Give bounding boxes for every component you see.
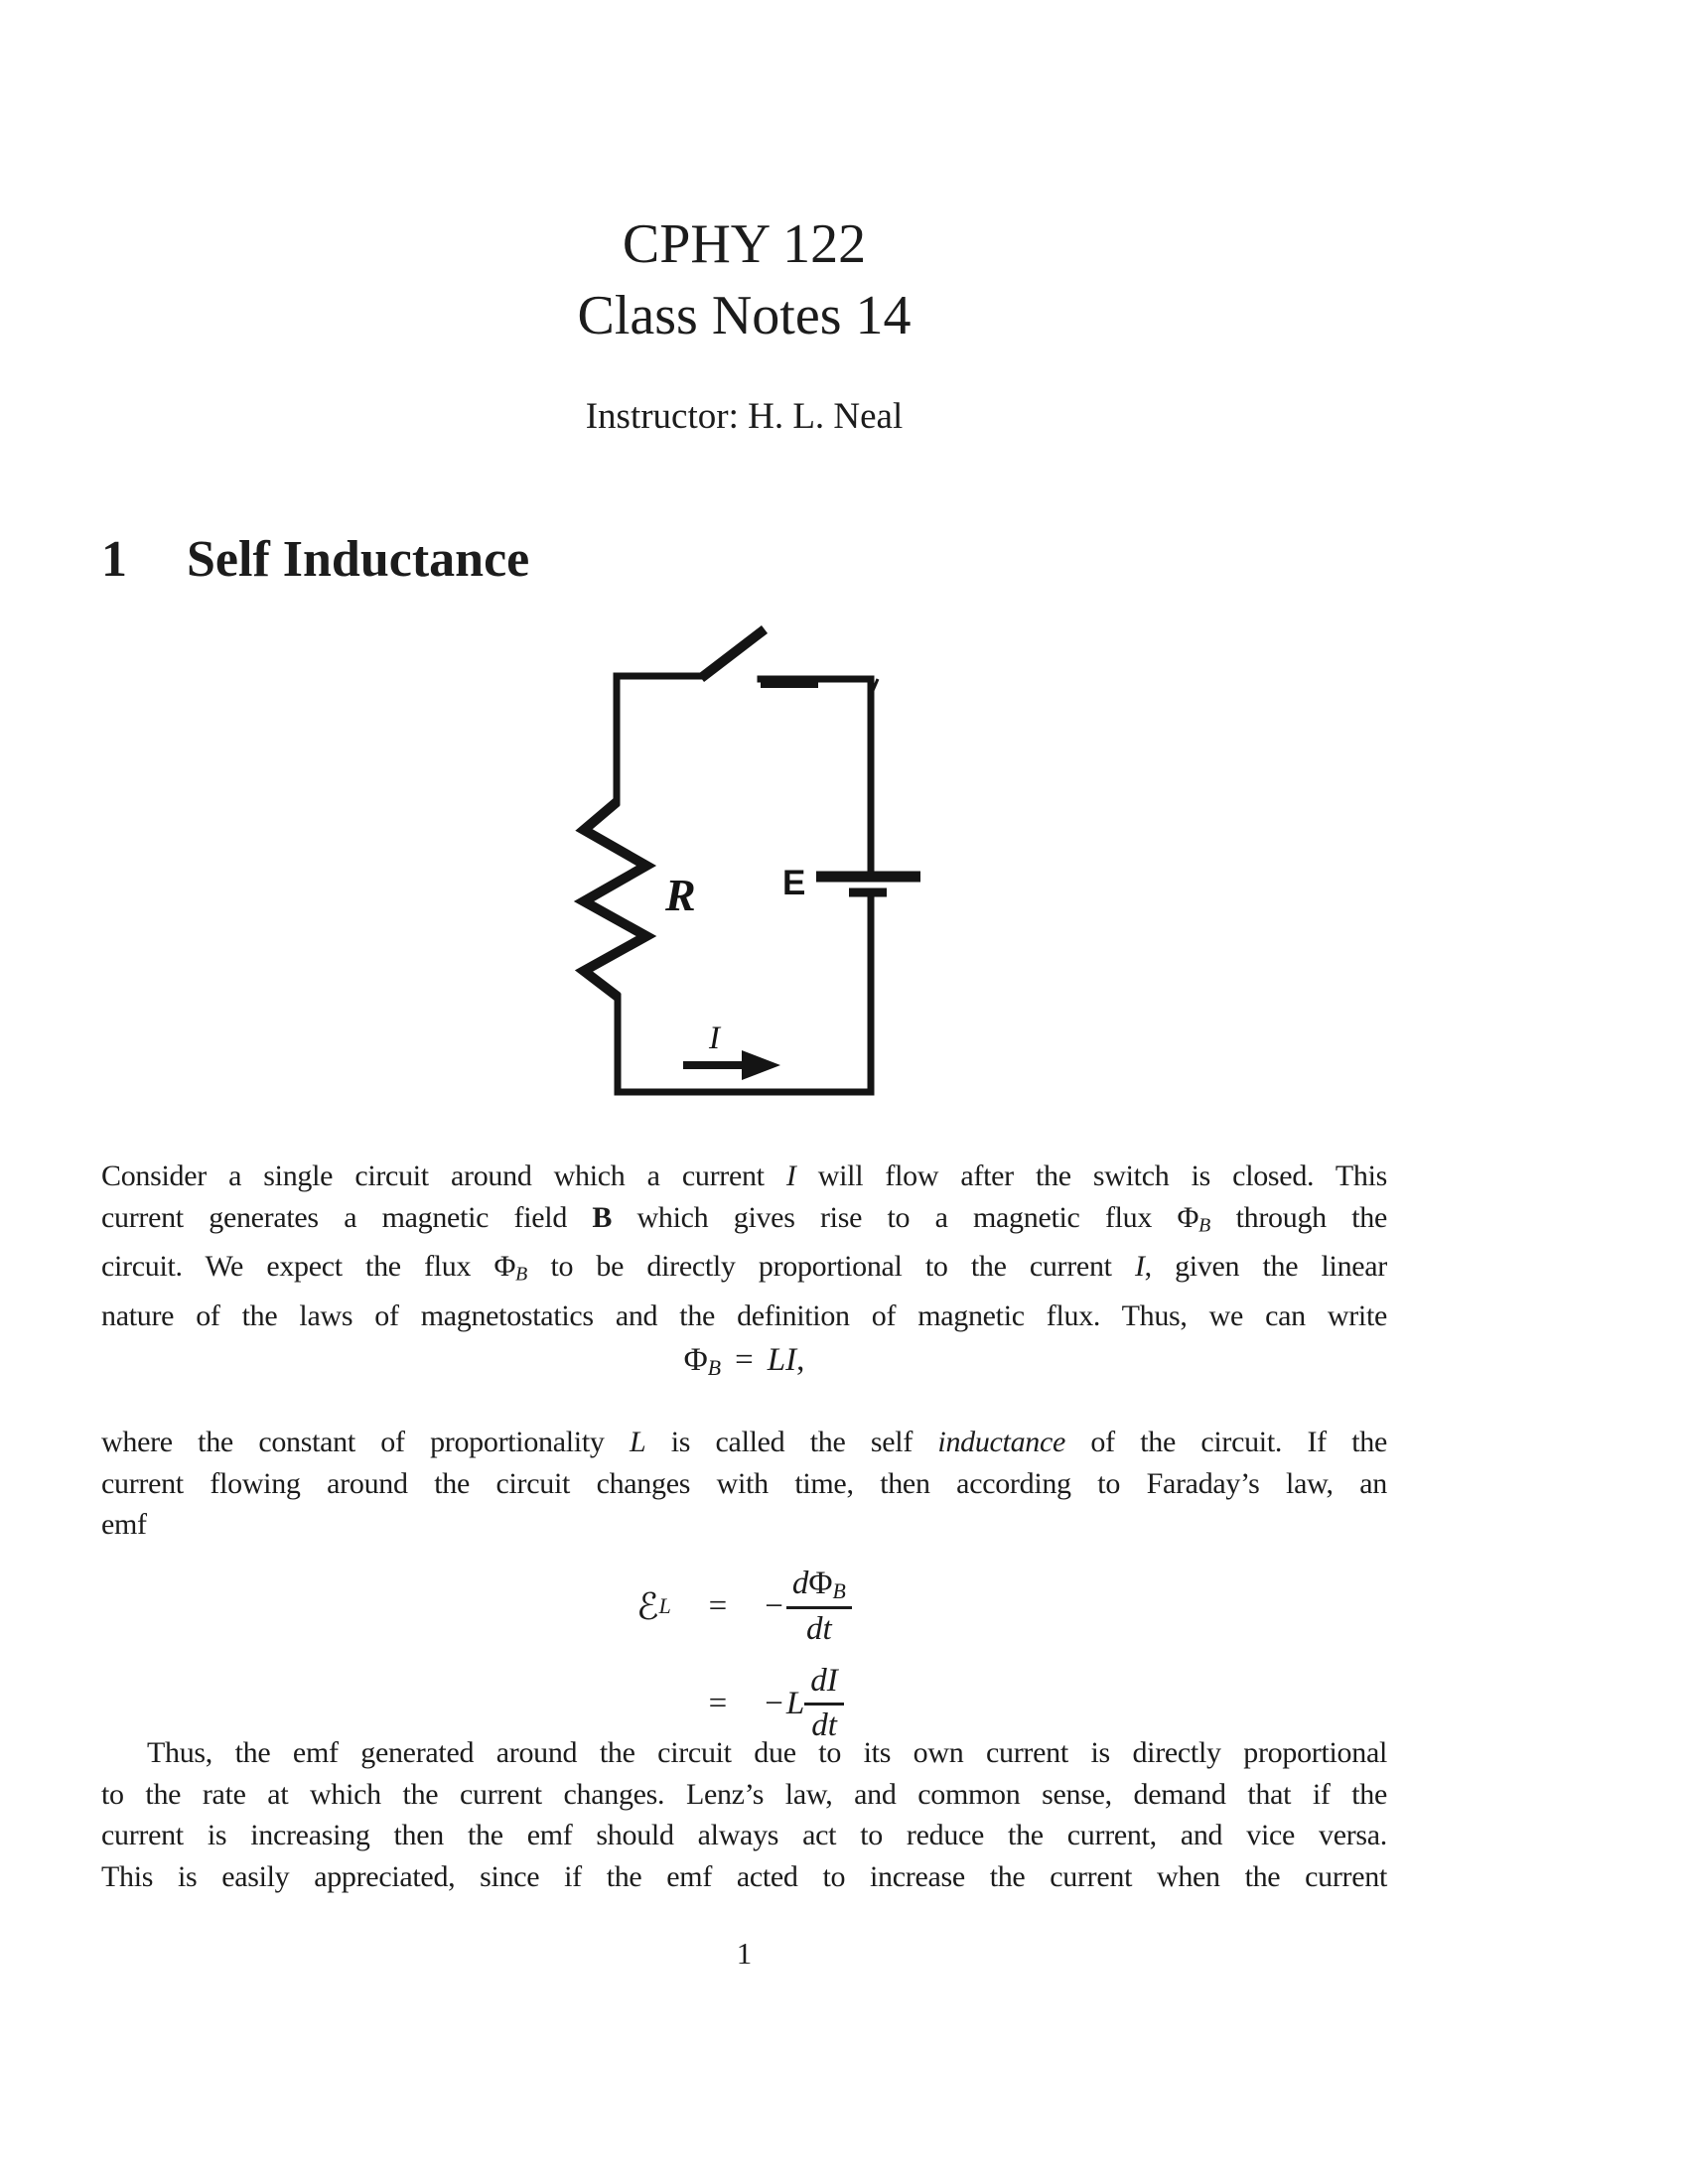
circuit-figure xyxy=(556,596,973,1142)
notes-title: Class Notes 14 xyxy=(577,285,912,346)
text-segment: I xyxy=(785,1160,796,1192)
text-segment: emf xyxy=(101,1508,147,1541)
fraction-2-numerator: dI xyxy=(804,1664,844,1706)
page-number: 1 xyxy=(736,1936,753,1971)
text-segment: current flowing around the circuit changes with time, then according to Faraday’s law, an xyxy=(101,1466,1387,1500)
equation-flux xyxy=(101,1342,1387,1381)
title-block xyxy=(101,208,1387,351)
text-line xyxy=(101,1463,1387,1505)
d-symbol: d xyxy=(791,1566,809,1601)
instructor-line: Instructor: H. L. Neal xyxy=(585,396,904,437)
text-segment: Φ xyxy=(1177,1200,1199,1234)
fraction-dphi-dt xyxy=(786,1567,852,1648)
text-segment: B xyxy=(1198,1213,1211,1236)
text-line xyxy=(101,1815,1387,1856)
text-line xyxy=(101,1774,1387,1816)
text-segment: which gives rise to a magnetic flux xyxy=(612,1200,1178,1234)
eq-flux-equals: = xyxy=(735,1342,754,1378)
text-segment: of the circuit. If the xyxy=(1065,1426,1387,1458)
switch-symbol xyxy=(701,629,765,678)
text-segment: This is easily appreciated, since if the emf acted to increase the current when the current xyxy=(101,1859,1387,1893)
script-E: ℰ xyxy=(636,1585,659,1629)
text-line xyxy=(101,1156,1387,1197)
paragraph-lenz-law xyxy=(101,1732,1387,1897)
text-segment: is called the self xyxy=(645,1426,938,1458)
text-segment: circuit. We expect the flux xyxy=(101,1250,494,1284)
fraction-1-numerator xyxy=(786,1567,852,1609)
equation-emf-grid xyxy=(636,1567,852,1743)
emf-equals-2: = xyxy=(708,1685,728,1721)
text-segment: B xyxy=(592,1200,613,1234)
text-line xyxy=(101,1296,1387,1337)
section-number: 1 xyxy=(101,531,127,588)
current-arrow-head xyxy=(742,1050,780,1080)
text-segment: where the constant of proportionality xyxy=(101,1426,630,1458)
paragraph-inductance-definition xyxy=(101,1422,1387,1546)
resistor-symbol xyxy=(584,802,646,997)
text-segment: nature of the laws of magnetostatics and the definition of magnetic flux. Thus, we can write xyxy=(101,1299,1387,1333)
text-line xyxy=(101,1732,1387,1774)
coefficient-L: L xyxy=(785,1685,805,1721)
text-segment: Consider a single circuit around which a current xyxy=(101,1160,786,1192)
text-line xyxy=(101,1504,1387,1546)
text-segment: current generates a magnetic field xyxy=(101,1200,593,1234)
text-segment: to the rate at which the current changes. Lenz’s law, and common sense, demand that if the xyxy=(101,1777,1387,1811)
text-line xyxy=(101,1422,1387,1463)
text-line xyxy=(101,1197,1387,1247)
fraction-1-denominator: dt xyxy=(806,1611,832,1648)
text-segment: I xyxy=(1134,1250,1145,1284)
text-segment: current is increasing then the emf should always act to reduce the current, and vice versa. xyxy=(101,1819,1387,1851)
text-segment: B xyxy=(515,1263,528,1286)
eq-flux-rhs: LI xyxy=(767,1342,797,1378)
emf-equals-1: = xyxy=(708,1588,728,1625)
resistor-label: R xyxy=(665,870,696,920)
minus-sign-2: − xyxy=(765,1685,783,1721)
paragraph-consider-circuit xyxy=(101,1156,1387,1337)
text-line xyxy=(101,1856,1387,1898)
wire-top-left xyxy=(617,676,701,802)
script-E-sub: L xyxy=(658,1594,671,1619)
eq-flux-sub: B xyxy=(707,1355,722,1380)
equation-emf-block xyxy=(101,1567,1387,1743)
text-segment: through the xyxy=(1210,1200,1387,1234)
emf-rhs-1 xyxy=(765,1567,852,1648)
text-segment: L xyxy=(629,1426,646,1458)
minus-sign-1: − xyxy=(765,1588,783,1625)
phi-symbol: Φ xyxy=(808,1566,833,1601)
eq-flux-comma: , xyxy=(796,1342,805,1378)
section-heading xyxy=(101,530,529,589)
section-title: Self Inductance xyxy=(187,531,530,588)
wire-top-right xyxy=(761,679,871,873)
text-segment: Φ xyxy=(493,1250,516,1284)
emf-lhs xyxy=(636,1585,671,1628)
text-segment: , given the linear xyxy=(1144,1250,1387,1284)
fraction-2-denominator: dt xyxy=(811,1706,837,1743)
text-segment: will flow after the switch is closed. This xyxy=(795,1160,1387,1192)
eq-flux-phi: Φ xyxy=(683,1342,708,1378)
emf-label: E xyxy=(782,864,806,902)
course-title: CPHY 122 xyxy=(622,213,867,275)
text-line xyxy=(101,1246,1387,1296)
text-segment: inductance xyxy=(937,1426,1066,1458)
current-label: I xyxy=(709,1021,720,1056)
text-segment: to be directly proportional to the current xyxy=(527,1250,1135,1284)
text-segment: Thus, the emf generated around the circuit due to its own current is directly proportional xyxy=(147,1736,1387,1769)
phi-sub: B xyxy=(832,1578,846,1603)
